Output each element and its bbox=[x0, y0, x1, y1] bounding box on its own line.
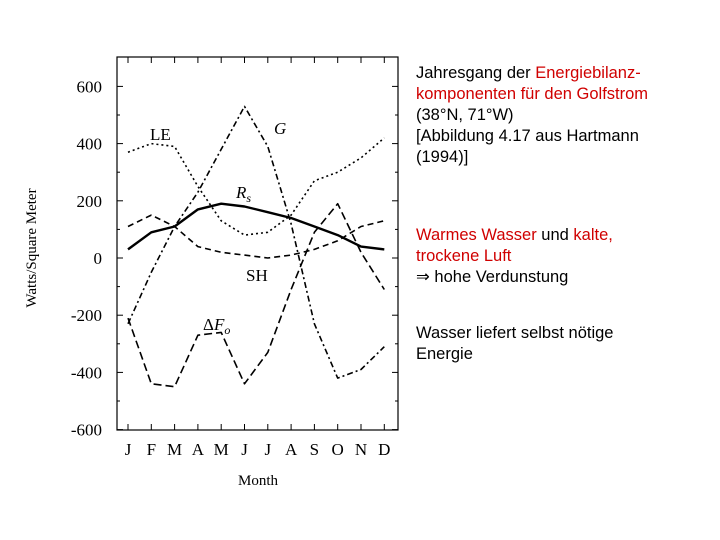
x-axis-title: Month bbox=[237, 473, 279, 489]
month-label: J bbox=[124, 440, 132, 459]
series-label: $\Delta F_o$ bbox=[203, 315, 231, 337]
month-label: O bbox=[331, 440, 344, 459]
explanation-block bbox=[416, 225, 706, 288]
y-axis-title: Watts/Square Meter bbox=[24, 188, 40, 308]
cold-text: kalte, bbox=[573, 226, 613, 244]
series-line-le bbox=[128, 138, 384, 235]
caption-line-5: (1994)] bbox=[416, 148, 469, 166]
series-line-g bbox=[128, 106, 384, 378]
month-label: F bbox=[146, 440, 157, 459]
y-tick-label: -400 bbox=[70, 363, 102, 383]
y-tick-label: 200 bbox=[76, 191, 102, 211]
y-tick-label: 0 bbox=[93, 249, 102, 268]
month-label: A bbox=[284, 440, 298, 459]
caption-block bbox=[416, 63, 706, 168]
series-line-fo bbox=[128, 204, 384, 387]
conclusion-line-2: Energie bbox=[416, 345, 473, 363]
y-tick-label: -200 bbox=[70, 306, 102, 326]
month-label: M bbox=[167, 440, 183, 459]
month-label: D bbox=[378, 440, 391, 459]
y-tick-label: 400 bbox=[76, 134, 102, 154]
series-label: $R_s$ bbox=[236, 183, 252, 205]
month-label: N bbox=[354, 440, 368, 459]
series-label: G bbox=[274, 119, 287, 138]
series-label: LE bbox=[150, 125, 171, 144]
y-tick-label: 600 bbox=[76, 77, 102, 97]
caption-line-1b: Energiebilanz- bbox=[535, 64, 641, 82]
month-label: J bbox=[264, 440, 272, 459]
conclusion-line-1: Wasser liefert selbst nötige bbox=[416, 324, 614, 342]
conclusion-block bbox=[416, 323, 706, 365]
caption-line-2: komponenten für den Golfstrom bbox=[416, 85, 649, 103]
and-text: und bbox=[536, 226, 574, 244]
month-label: S bbox=[309, 440, 320, 459]
caption-line-1a: Jahresgang der bbox=[416, 64, 536, 82]
month-label: J bbox=[241, 440, 248, 459]
caption-line-3: (38°N, 71°W) bbox=[416, 106, 514, 124]
warm-water-text: Warmes Wasser bbox=[416, 226, 537, 244]
month-label: M bbox=[213, 440, 229, 459]
month-label: A bbox=[191, 440, 205, 459]
dry-air-text: trockene Luft bbox=[416, 247, 512, 265]
implies-arrow-icon: ⇒ bbox=[416, 268, 430, 286]
high-evaporation-text: hohe Verdunstung bbox=[429, 268, 569, 286]
series-line-sh bbox=[128, 215, 384, 258]
y-tick-label: -600 bbox=[70, 420, 102, 440]
series-label: SH bbox=[246, 266, 268, 285]
caption-line-4: [Abbildung 4.17 aus Hartmann bbox=[416, 127, 639, 145]
